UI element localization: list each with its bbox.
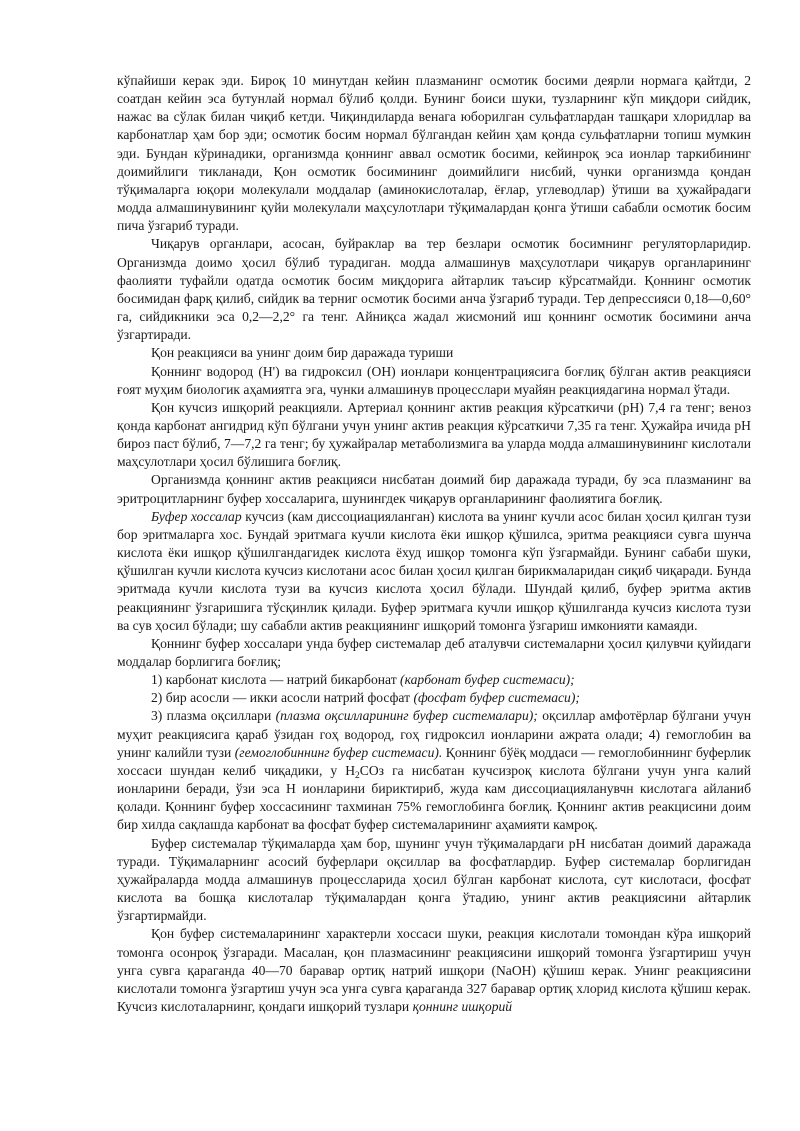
italic-term-buffer-properties: Буфер хоссалар (151, 508, 242, 524)
text-run: Қоннинг буфер хоссалари унда буфер системалар деб аталувчи системаларни ҳосил қилувчи қуйидаги моддалар борлигига боғлиқ; (117, 635, 751, 669)
text-run: Қон кучсиз ишқорий реакцияли. Артериал қоннинг актив реакция кўрсаткичи (рН) 7,4 га тенг; веноз қонда карбонат ангидрид кўп бўлгани учун унинг актив реакция кўрсаткичи 7,35 га тенг. Ҳужайра ичида рН бироз паст бўлиб, 7—7,2 га тенг; бу ҳужайралар метаболизмига ва уларда модда алмашинувининг кислотали маҳсулотлари ҳосил бўлишига боғлиқ. (117, 399, 751, 470)
paragraph-buffer-characteristic (117, 925, 751, 1016)
italic-term-carbonate-buffer: (карбонат буфер системаси); (400, 672, 575, 688)
paragraph-buffer-systems-intro (117, 635, 751, 671)
text-run: Организмда қоннинг актив реакцияси нисбатан доимий бир даражада туради, бу эса плазманинг ва эритроцитларнинг буфер хоссаларига, шунингдек чиқарув органларининг фаолиятига боғлиқ. (117, 472, 751, 506)
text-run: СОз га нисбатан кучсизроқ кислота бўлгани учун унга калий ионларини беради, ўзи эса Н ионларини бириктириб, жуда кам диссоциацияланувчн кислотага айланиб қолади. Қоннинг буфер хоссасининг тахминан 75% гемоглобинга боғлиқ. Қоннинг актив реакцисини доим бир хилда сақлашда карбонат ва фосфат буфер системаларининг аҳамияти камроқ. (117, 762, 751, 833)
subscript-2: 2 (355, 770, 360, 781)
paragraph-constant-reaction (117, 471, 751, 507)
list-item-phosphate (117, 689, 751, 707)
paragraph-osmotic-pressure-continuation (117, 72, 751, 235)
text-run: Қон реакцияси ва унинг доим бир даражада туриши (151, 345, 454, 361)
text-run: Чиқарув органлари, асосан, буйраклар ва тер безлари осмотик босимнинг регуляторларидир. Организмда доимо ҳосил бўлиб турадиган. модда алмашинув маҳсулотлари чиқарув органларининг фаолияти туфайли одатда осмотик босим миқдорига айтарлик таъсир кўрсатмайди. Қоннинг осмотик босимидан фарқ қилиб, сийдик ва терниг осмотик босими анча ўзгариб туради. Тер депрессияси 0,18—0,60° га, сийдикники эса 0,2—2,2° га тенг. Айниқса жадал жисмоний иш қоннинг осмотик босимини анча ўзгартиради. (117, 236, 751, 343)
list-item-carbonate (117, 671, 751, 689)
text-run: оқсиллар амфотёрлар бўлгани учун муҳит реакциясига қараб ўзидан гоҳ водород, гоҳ гидроксил ионларини ажрата олади; 4) гемоглобин ва унинг калийли тузи (117, 708, 751, 760)
paragraph-buffer-properties (117, 508, 751, 635)
italic-term-phosphate-buffer: (фосфат буфер системаси); (413, 690, 580, 706)
italic-term-hemoglobin-buffer: (гемоглобиннинг буфер системаси). (234, 744, 443, 760)
paragraph-excretory-organs (117, 235, 751, 344)
text-run: 1) карбонат кислота — натрий бикарбонат (151, 672, 401, 688)
text-run: 2) бир асосли — икки асосли натрий фосфат (151, 690, 414, 706)
text-run: 3) плазма оқсиллари (151, 708, 276, 724)
italic-term-alkaline-reserve: қоннинг ишқорий (412, 998, 513, 1014)
section-heading-blood-reaction (117, 344, 751, 362)
text-run: кўпайиши керак эди. Бироқ 10 минутдан кейин плазманинг осмотик босими деярли нормага қайтди, 2 соатдан кейин эса бутунлай нормал бўлиб қолди. Бунинг боиси шуки, тузларнинг кўп миқдори сийдик, нажас ва сўлак билан чиқиб кетди. Чиқиндиларда венага юборилган сульфатлардан ташқари хлоридлар ва карбонатлар ҳам бор эди; осмотик босим нормал бўлгандан кейин ҳам қонда сульфатларни топиш мумкин эди. Бундан кўринадики, организмда қоннинг аввал осмотик босими, кейинроқ эса ионлар таркибининг доимийлиги тикланади, Қон осмотик босимининг доимийлиги нисбий, чунки организмда қондан тўқималарга юқори молекулали моддалар (аминокислоталар, ёғлар, углеводлар) ўтиши ва ҳужайрадаги модда алмашинувининг қуйи молекулали маҳсулотлари тўқималардан қонга ўтиши сабабли осмотик босим пича ўзгариб туради. (117, 73, 751, 234)
paragraph-tissue-buffers (117, 835, 751, 926)
italic-term-protein-buffer: (плазма оқсилларининг буфер системалари); (275, 708, 538, 724)
paragraph-hydrogen-ions (117, 363, 751, 399)
text-run: кучсиз (кам диссоциацияланган) кислота ва унинг кучли асос билан ҳосил қилган тузи бор эритмаларга хос. Бундай эритмага кучли кислота ёки ишқор қўшилса, эритма реакцияси сувга шунча кислота ёки ишқор қўшилгандагидек кислота ёхуд ишқор томонга кўп ўзгармайди. Бунинг сабаби шуки, қўшилган кучли кислота кучсиз кислотани асос билан ҳосил қилган бирикмаларидан сиқиб чиқаради. Бунда эритмада кучли кислота тузи ва кучсиз кислота ҳосил бўлади. Шундай қилиб, буфер эритма актив реакциянинг ўзгаришига тўсқинлик қилади. Буфер эритмага кучли ишқор қўшилганда кучсиз кислота тузи ва сув ҳосил бўлади; шу сабабли актив реакциянинг ишқорий томонга ўзгариш имконияти камаяди. (117, 508, 751, 633)
list-item-plasma-proteins-hemoglobin (117, 707, 751, 834)
document-page (117, 72, 751, 1016)
text-run: Қоннинг водород (Н') ва гидроксил (ОН) ионлари концентрациясига боғлиқ бўлган актив реакцияси ғоят муҳим биологик аҳамиятга эга, чунки алмашинув процесслари муайян реакциядагина нормал ўтади. (117, 363, 751, 397)
text-run: Қоннинг бўёқ моддаси — гемоглобиннинг буферлик хоссаси шундан келиб чиқадики, у Н (117, 744, 751, 778)
text-run: Буфер системалар тўқималарда ҳам бор, шунинг учун тўқималардаги рН нисбатан доимий даражада туради. Тўқималарнинг асосий буферлари оқсиллар ва фосфатлардир. Буфер системалар борлигидан ҳужайраларда модда алмашинув процессларида ҳосил бўлган карбонат кислота, сут кислотаси, фосфат кислота ва бошқа кислоталар тўқималардан қонга ўтадию, унинг актив реакциясини айтарлик ўзгартирмайди. (117, 835, 751, 924)
text-run: Қон буфер системаларининг характерли хоссаси шуки, реакция кислотали томондан кўра ишқорий томонга осонроқ ўзгаради. Масалан, қон плазмасининг реакциясини ишқорий томонга ўзгартириш учун унга сувга қараганда 40—70 баравар ортиқ натрий ишқори (NaOH) қўшиш керак. Унинг реакциясини кислотали томонга ўзгартиш учун эса унга сувга қараганда 327 баравар ортиқ хлорид кислота қўшиш керак. Кучсиз кислоталарнинг, қондаги ишқорий тузлари (117, 926, 751, 1014)
paragraph-alkaline-reaction (117, 399, 751, 472)
